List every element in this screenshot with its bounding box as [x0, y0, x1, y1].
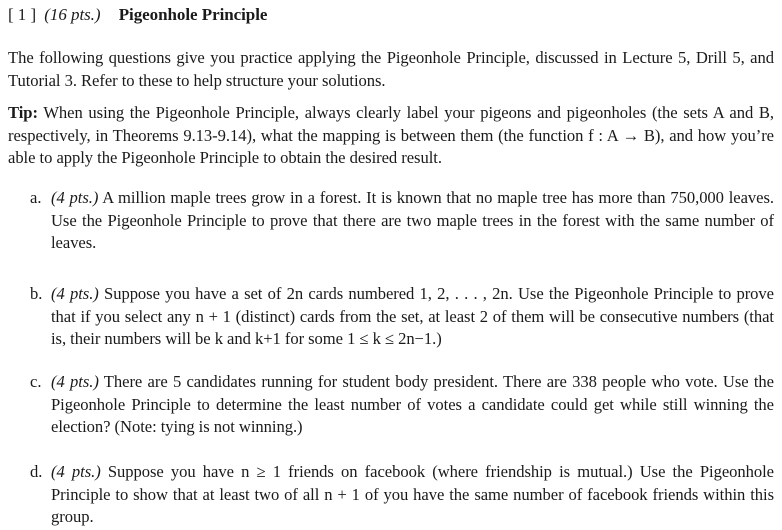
problem-header [8, 4, 267, 27]
question-a [30, 187, 774, 255]
question-text: Suppose you have a set of 2n cards numbered 1, 2, . . . , 2n. Use the Pigeonhole Principle to prove that if you select any n + 1 (distinct) cards from the set, at least 2 of them will be consecutive numbers (that is, their numbers will be k and k+1 for some 1 ≤ k ≤ 2n−1.) [51, 284, 774, 348]
tip-label: Tip: [8, 103, 38, 122]
tip-text: When using the Pigeonhole Principle, always clearly label your pigeons and pigeonholes (the sets A and B, respectively, in Theorems 9.13-9.14), what the mapping is between them (the function f : A → B), and how you’re able to apply the Pigeonhole Principle to obtain the desired result. [8, 103, 774, 167]
question-points: (4 pts.) [51, 372, 99, 391]
question-b [30, 283, 774, 351]
question-text: Suppose you have n ≥ 1 friends on facebook (where friendship is mutual.) Use the Pigeonhole Principle to show that at least two of all n + 1 of you have the same number of facebook friends within this group. [51, 462, 774, 526]
question-points: (4 pts.) [51, 462, 101, 481]
question-c [30, 371, 774, 439]
intro-paragraph: The following questions give you practice applying the Pigeonhole Principle, discussed in Lecture 5, Drill 5, and Tutorial 3. Refer to these to help structure your solutions. [8, 48, 774, 90]
question-letter: a. [30, 188, 42, 207]
problem-points: (16 pts.) [44, 5, 101, 24]
question-points: (4 pts.) [51, 188, 99, 207]
question-letter: c. [30, 372, 42, 391]
tip-paragraph [8, 102, 774, 170]
question-letter: b. [30, 284, 43, 303]
question-points: (4 pts.) [51, 284, 99, 303]
question-d [30, 461, 774, 529]
question-text: There are 5 candidates running for student body president. There are 338 people who vote. Use the Pigeonhole Principle to determine the least number of votes a candidate could get while still winning the election? (Note: tying is not winning.) [51, 372, 774, 436]
problem-title: Pigeonhole Principle [118, 5, 268, 24]
question-letter: d. [30, 462, 43, 481]
question-text: A million maple trees grow in a forest. It is known that no maple tree has more than 750,000 leaves. Use the Pigeonhole Principle to prove that there are two maple trees in the forest with the same number of leaves. [51, 188, 774, 252]
problem-number: [ 1 ] [8, 5, 37, 24]
